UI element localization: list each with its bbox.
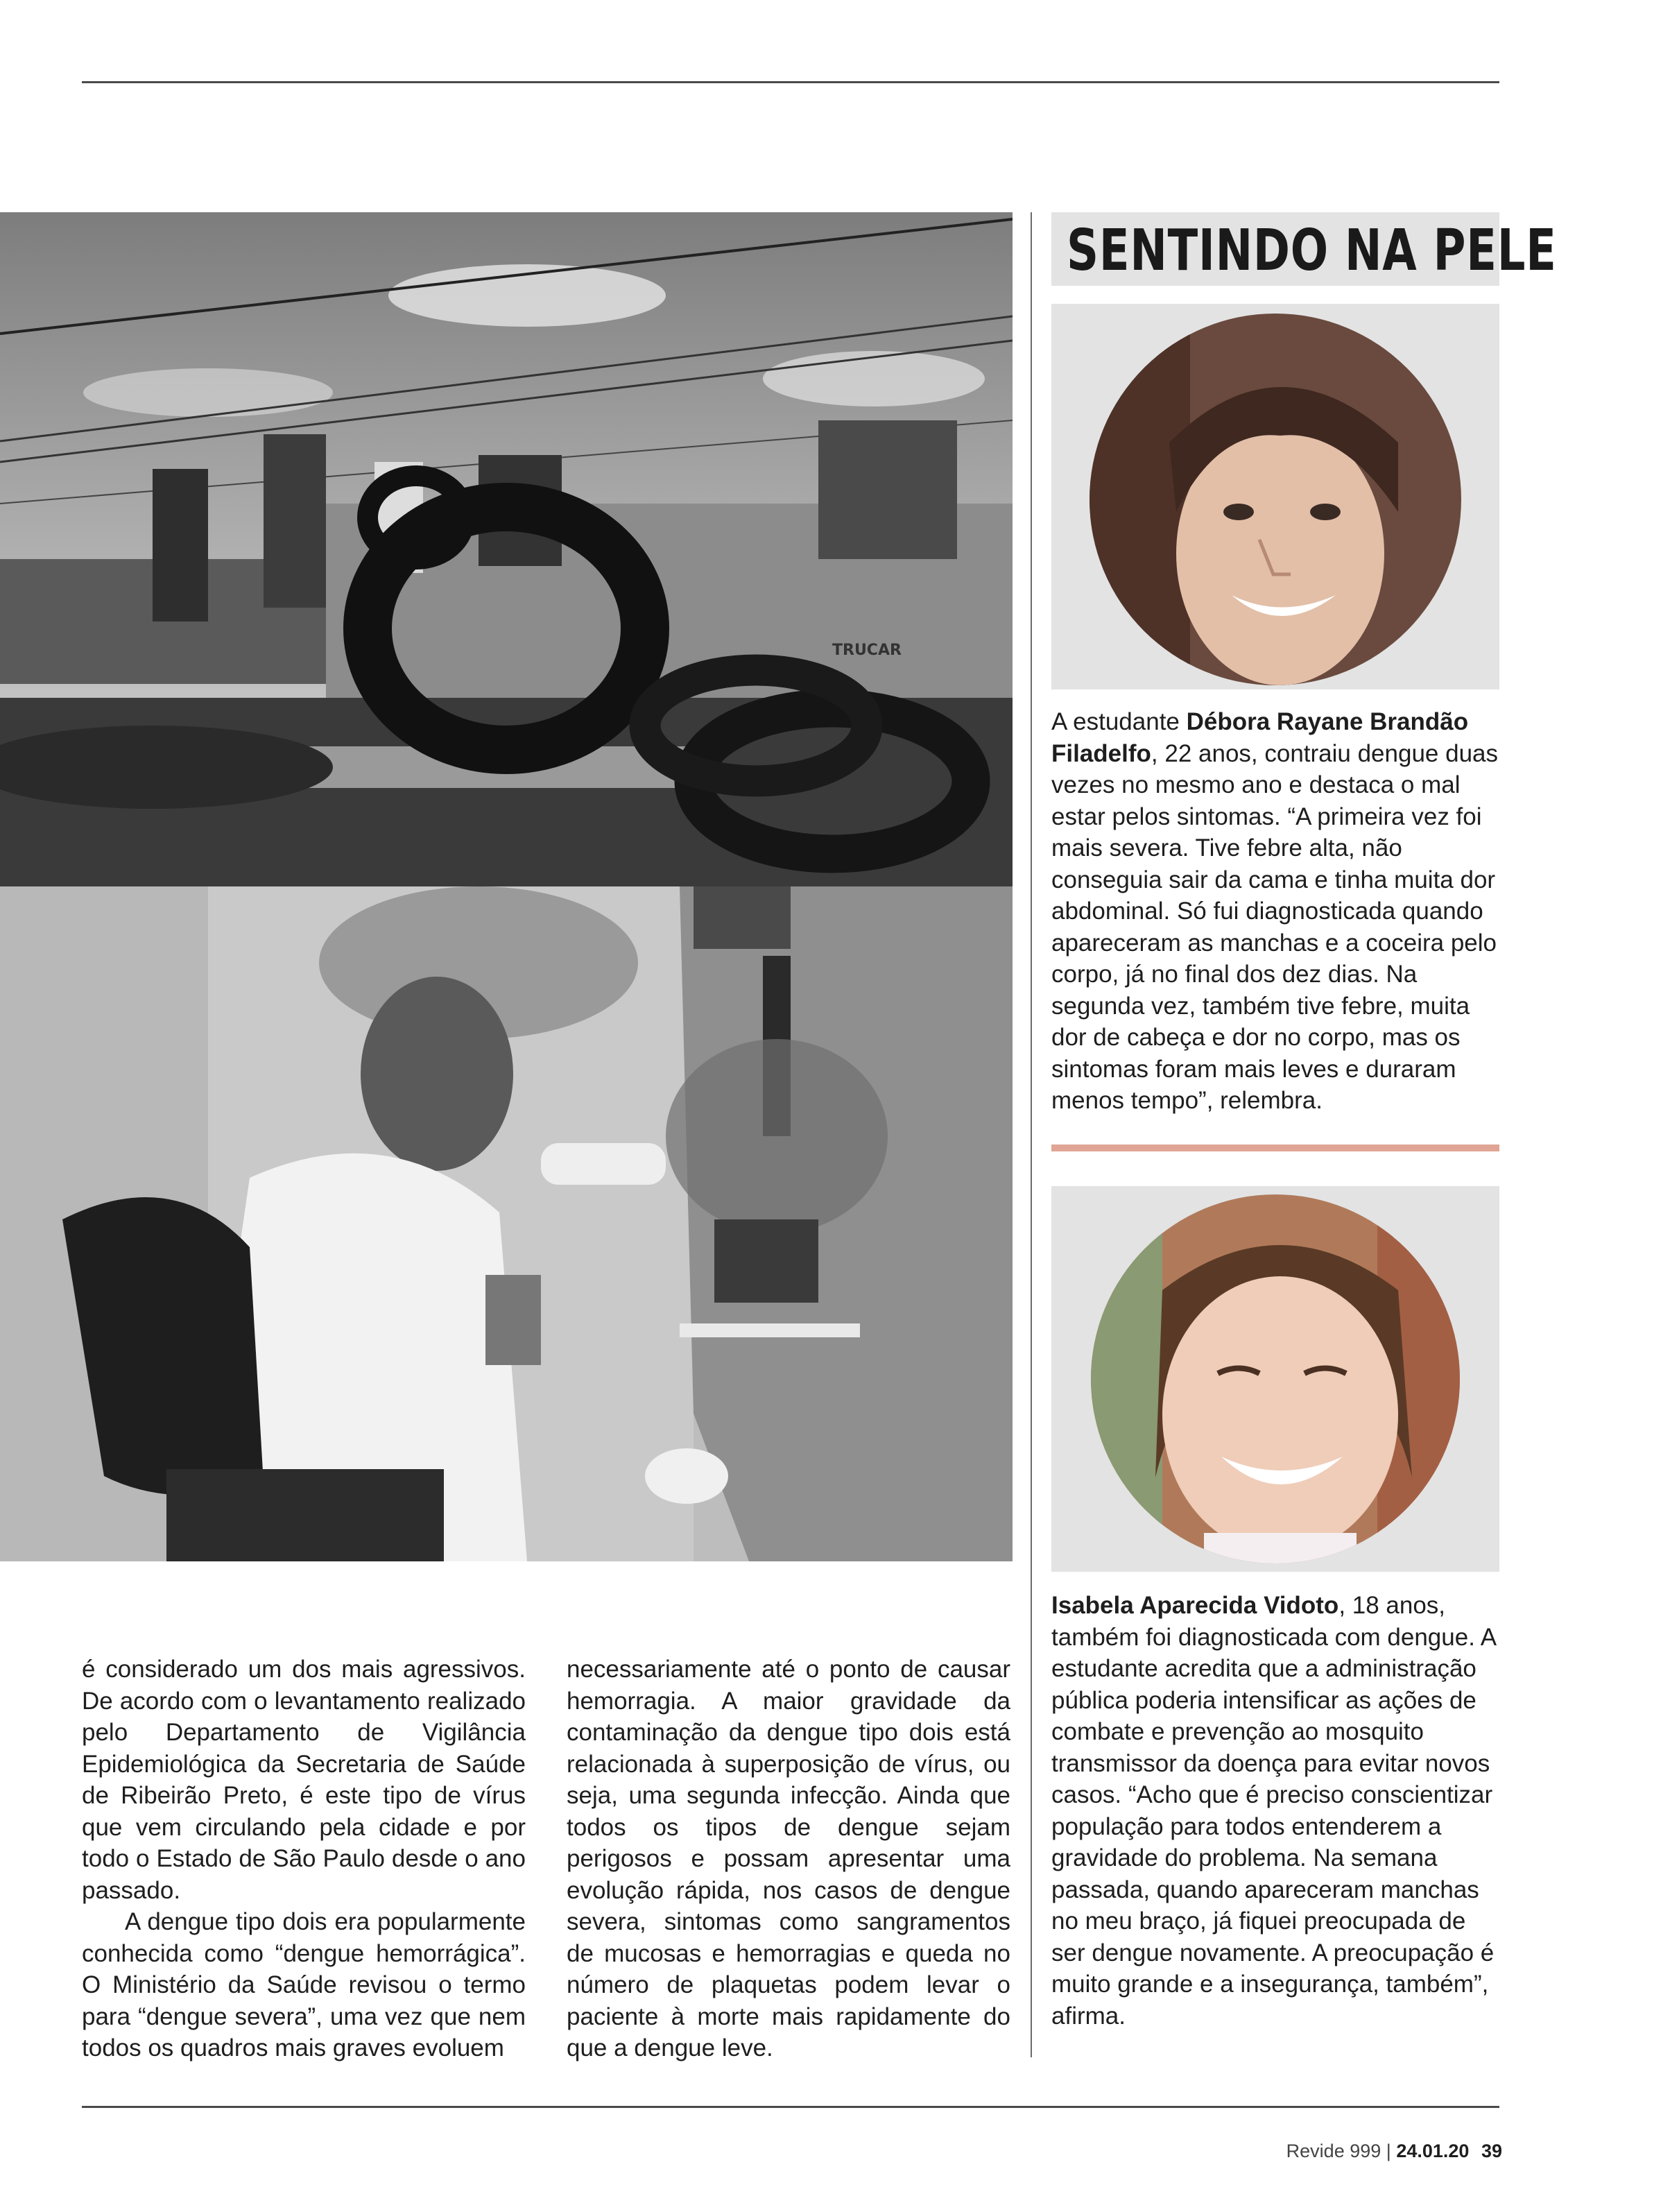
photo-workers-tires [0,212,1013,886]
article-col1-paragraph-2: A dengue tipo dois era popularmente conhecida como “dengue hemorrágica”. O Ministério da Saúde revisou o termo para “dengue severa”, uma vez que nem todos os quadros mais graves evoluem [82,1908,526,2061]
article-column-2 [567,1654,1010,2064]
bottom-rule [82,2106,1499,2108]
footer-magazine: Revide 999 [1286,2141,1381,2161]
profile-isabela-body: , 18 anos, também foi diagnosticada com dengue. A estudante acredita que a administração pública poderia intensificar as ações de combate e prevenção ao mosquito transmissor da doença para evitar novos casos. “Acho que é preciso conscientizar população para todos entenderem a gravidade do problema. Na semana passada, quando apareceram manchas no meu braço, já fiquei preocupada de ser dengue novamente. A preocupação é muito grande e a insegurança, também”, afirma. [1051,1592,1496,2030]
sidebar-title-box [1051,212,1557,286]
profile-isabela-text [1051,1590,1499,2032]
sidebar-title: SENTINDO NA PELE [1067,218,1557,284]
portrait-isabela [1051,1186,1499,1572]
profile-isabela-name: Isabela Aparecida Vidoto [1051,1592,1339,1619]
profile-debora-name: Débora Rayane Brandão Filadelfo [1051,708,1469,767]
top-rule [82,81,1499,83]
column-divider [1031,212,1032,2057]
photo-agent-inspecting [0,886,1013,1561]
article-col2-paragraph-1: necessariamente até o ponto de causar hemorragia. A maior gravidade da contaminação da dengue tipo dois está relacionada à superposição de vírus, ou seja, uma segunda infecção. Ainda que todos os tipos de dengue sejam perigosos e possam apresentar uma evolução rápida, nos casos de dengue severa, sintomas como sangramentos de mucosas e hemorragias e queda no número de plaquetas podem levar o paciente à morte mais rapidamente do que a dengue leve. [567,1656,1010,2061]
article-column-1 [82,1654,526,2064]
footer-separator: | [1386,2141,1391,2161]
sidebar-accent-bar [1051,1144,1499,1151]
profile-debora-body: , 22 anos, contraiu dengue duas vezes no mesmo ano e destaca o mal estar pelos sintomas. “A primeira vez foi mais severa. Tive febre alta, não conseguia sair da cama e tinha muita dor abdominal. Só fui diagnosticada quando apareceram as manchas e a coceira pelo corpo, já no final dos dez dias. Na segunda vez, também tive febre, muita dor de cabeça e dor no corpo, mas os sintomas foram mais leves e duraram menos tempo”, relembra. [1051,739,1499,1114]
portrait-debora [1051,304,1499,689]
profile-debora-text [1051,706,1499,1117]
profile-debora-intro: A estudante [1051,708,1187,735]
footer-date: 24.01.20 [1396,2141,1470,2161]
footer-page-number: 39 [1481,2141,1502,2161]
page-footer [1286,2141,1502,2162]
truck-label: TRUCAR [832,642,902,659]
article-col1-paragraph-1: é considerado um dos mais agressivos. De acordo com o levantamento realizado pelo Departamento de Vigilância Epidemiológica da Secretaria de Saúde de Ribeirão Preto, é este tipo de vírus que vem circulando pela cidade e por todo o Estado de São Paulo desde o ano passado. [82,1656,526,1904]
